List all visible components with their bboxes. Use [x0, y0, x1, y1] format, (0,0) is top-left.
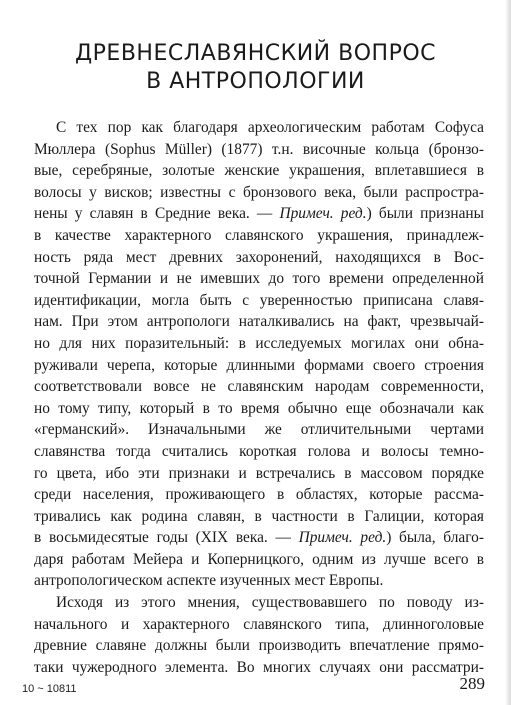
editor-note: Примеч. ред. — [279, 205, 367, 223]
text-line: славянства тогда считались короткая голова и волосы темно- — [34, 442, 484, 460]
text-line: соответствовали вовсе не славянским народам современности, — [34, 378, 484, 396]
printer-signature: 10 ~ 10811 — [22, 683, 77, 695]
body-text — [34, 117, 484, 678]
chapter-title — [0, 40, 511, 96]
text-line: волосы у висков; известны с бронзового века, были распростра- — [34, 183, 484, 201]
text-line: тривались как родина славян, в частности в Галиции, которая — [34, 507, 484, 525]
text-line: в восьмидесятые годы (XIX века. — Примеч. ред.) была, благо- — [34, 529, 484, 547]
text-line: начального и характерного славянского типа, длинноголовые — [34, 615, 484, 633]
text-line: нам. При этом антропологи наталкивались на факт, чрезвычай- — [34, 313, 484, 331]
text-line: даря работам Мейера и Коперницкого, одним из лучше всего в — [34, 550, 484, 568]
text-line: Исходя из этого мнения, существовавшего по поводу из- — [56, 594, 484, 612]
text-line: среди населения, проживающего в областях, которые рассма- — [34, 486, 484, 504]
text-line: вые, серебряные, золотые женские украшения, вплетавшиеся в — [34, 162, 484, 180]
text-line: но тому типу, который в то время обычно еще обозначали как — [34, 399, 484, 417]
text-line: го цвета, ибо эти признаки и встречались в массовом порядке — [34, 464, 484, 482]
chapter-title-line-1: ДРЕВНЕСЛАВЯНСКИЙ ВОПРОС — [74, 41, 437, 66]
editor-note: Примеч. ред. — [298, 529, 387, 547]
text-line: идентификации, могла быть с уверенностью приписана славя- — [34, 291, 484, 309]
text-line: точной Германии и не имевших до того времени определенной — [34, 270, 484, 288]
page-edge-shadow — [505, 0, 511, 705]
text-line: таки чужеродного элемента. Во многих случаях они рассматри- — [34, 658, 484, 676]
chapter-title-line-2: В АНТРОПОЛОГИИ — [146, 69, 365, 94]
text-line: Мюллера (Sophus Müller) (1877) т.н. височные кольца (бронзо- — [34, 140, 484, 158]
text-line: нены у славян в Средние века. — Примеч. ред.) были признаны — [34, 205, 484, 223]
text-line: руживали черепа, которые длинными формами своего строения — [34, 356, 484, 374]
text-line: но для них поразительный: в исследуемых могилах они обна- — [34, 334, 484, 352]
text-line: «германский». Изначальными же отличительными чертами — [34, 421, 484, 439]
text-line: С тех пор как благодаря археологическим работам Софуса — [56, 119, 484, 136]
text-line: антропологическом аспекте изученных мест Европы. — [34, 572, 384, 590]
text-line: в качестве характерного славянского украшения, принадлеж- — [34, 226, 484, 244]
text-line: ность ряда мест древних захоронений, находящихся в Вос- — [34, 248, 484, 266]
text-line: древние славяне должны были производить впечатление прямо- — [34, 637, 484, 655]
page-number: 289 — [459, 674, 485, 693]
